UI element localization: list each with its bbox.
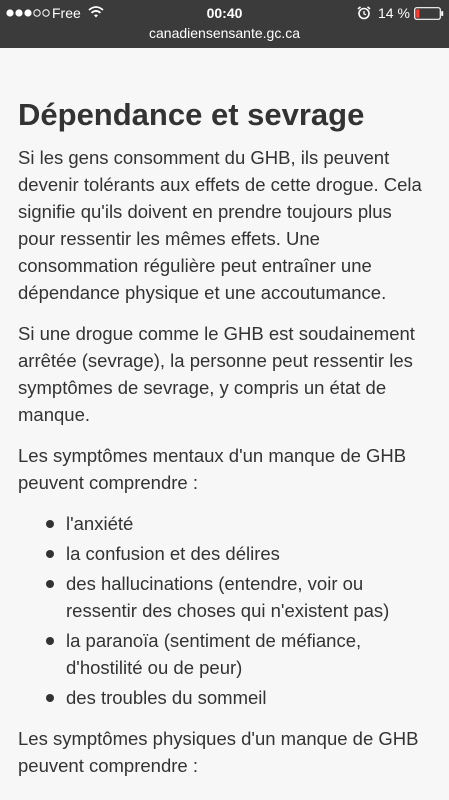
bullet-icon	[46, 637, 54, 645]
list-item-text: des hallucinations (entendre, voir ou ressentir des choses qui n'existent pas)	[66, 573, 390, 621]
list-item	[66, 510, 431, 537]
article-content	[0, 48, 449, 800]
list-item	[66, 627, 431, 681]
battery-fill	[416, 9, 419, 18]
list-item-text: la paranoïa (sentiment de méfiance, d'hostilité ou de peur)	[66, 630, 362, 678]
paragraph-withdrawal: Si une drogue comme le GHB est soudainement arrêtée (sevrage), la personne peut ressentir les symptômes de sevrage, y compris un état de manque.	[18, 323, 415, 425]
clock-time: 00:40	[206, 5, 243, 21]
list-item	[66, 540, 431, 567]
paragraph-tolerance: Si les gens consomment du GHB, ils peuvent devenir tolérants aux effets de cette drogue. Cela signifie qu'ils doivent en prendre toujours plus pour ressentir les mêmes effets. Une consommation régulière peut entraîner une dépendance physique et une accoutumance.	[18, 147, 422, 303]
list-item-text: des troubles du sommeil	[66, 687, 267, 708]
status-bar	[0, 0, 449, 48]
carrier-name: Free	[52, 5, 81, 21]
page-title: Dépendance et sevrage	[18, 97, 365, 132]
alarm-clock-icon	[357, 6, 371, 20]
battery-percent: 14 %	[378, 5, 410, 21]
list-item-text: la confusion et des délires	[66, 543, 280, 564]
bullet-icon	[46, 550, 54, 558]
paragraph-physical-intro: Les symptômes physiques d'un manque de GHB peuvent comprendre :	[18, 728, 419, 776]
address-bar-url[interactable]: canadiensensante.gc.ca	[149, 25, 300, 41]
battery-icon	[414, 7, 444, 20]
paragraph-mental-intro: Les symptômes mentaux d'un manque de GHB peuvent comprendre :	[18, 445, 407, 493]
bullet-icon	[46, 694, 54, 702]
bullet-icon	[46, 520, 54, 528]
list-item	[66, 570, 431, 624]
mental-symptoms-list	[18, 510, 431, 711]
status-row	[0, 4, 449, 22]
list-item-text: l'anxiété	[66, 513, 134, 534]
bullet-icon	[46, 580, 54, 588]
list-item	[66, 684, 431, 711]
